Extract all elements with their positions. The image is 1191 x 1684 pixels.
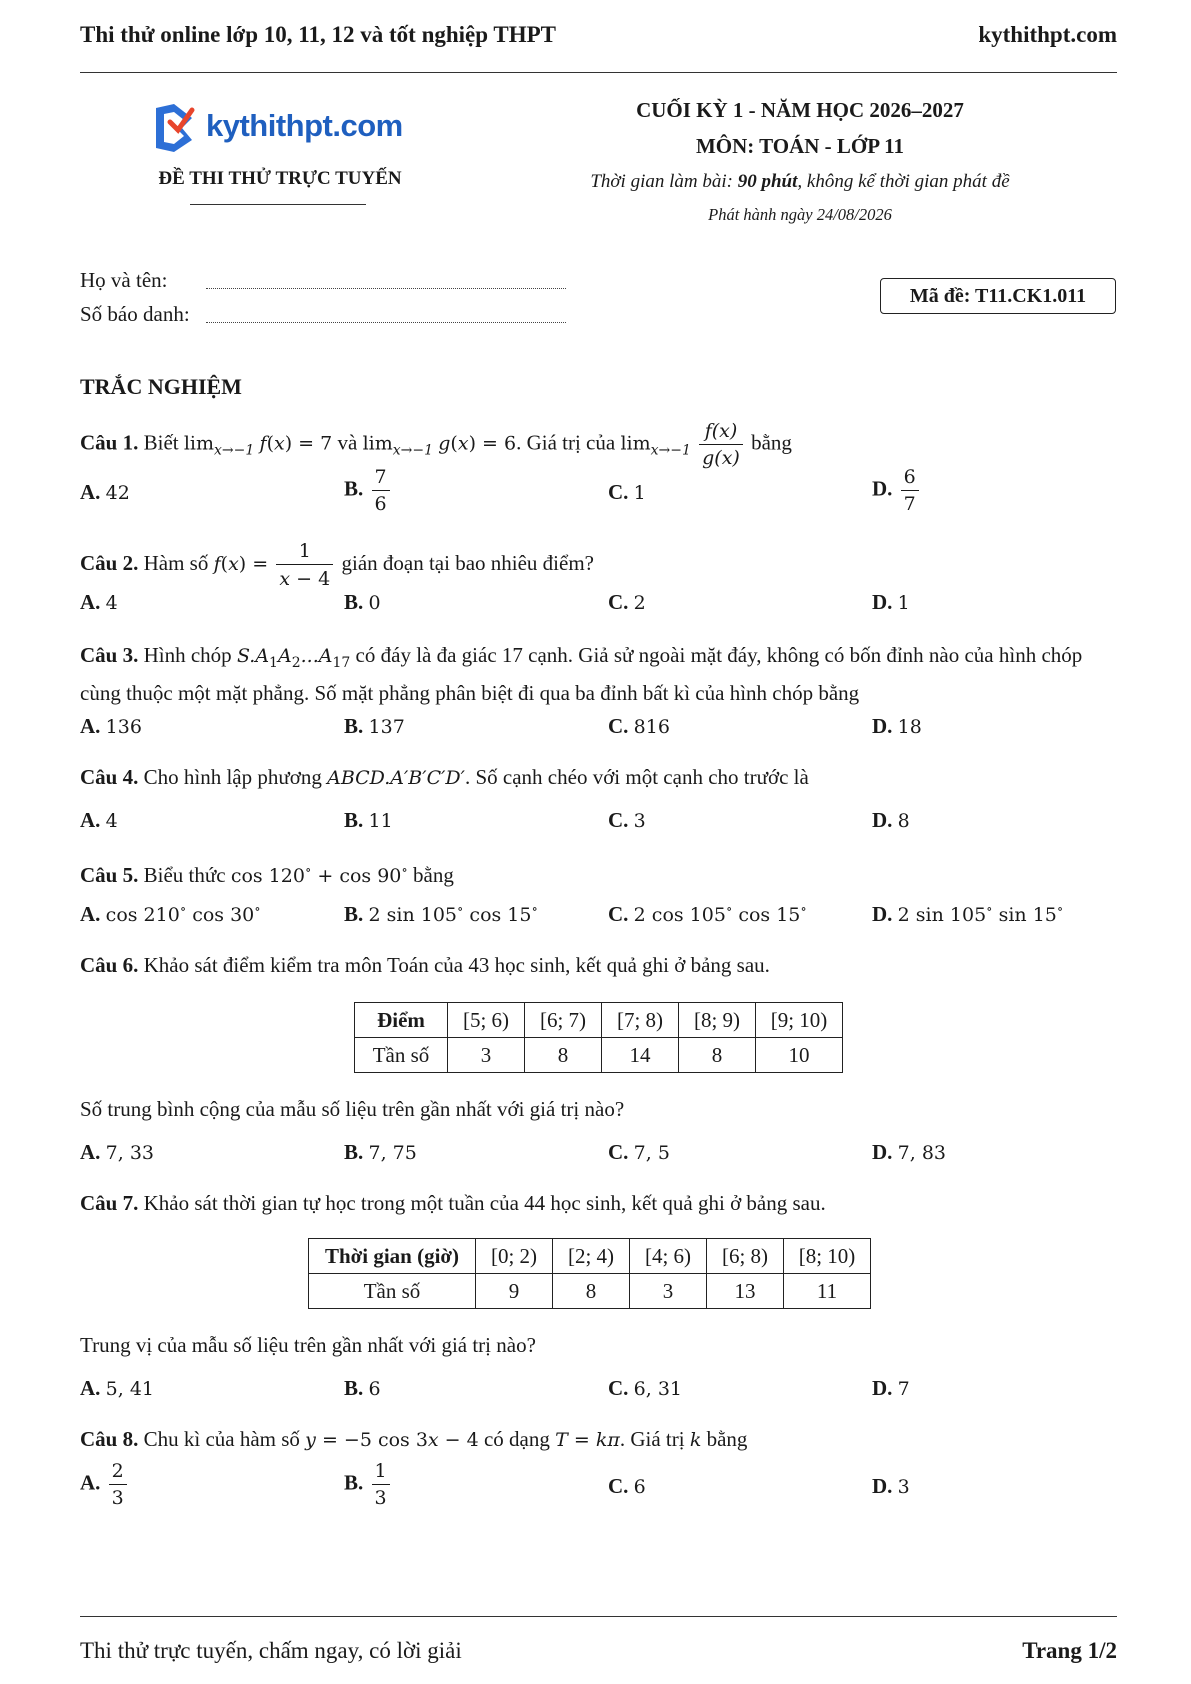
exam-duration: Thời gian làm bài: 90 phút, không kể thời gian phát đề [590,171,1010,192]
table-header: Điểm [355,1003,448,1038]
q4-option-b[interactable]: B. 11 [344,808,393,832]
question-1: Câu 1. Biết $\lim_{x\to-1} f(x) = 7$ và $\lim_{x\to-1} g(x) = 6$. Giá trị của $\lim_{x\to-1}$ $\frac{f(x)}{g(x)}$ bằng [80,420,792,469]
question-6: Câu 6. Khảo sát điểm kiểm tra môn Toán của 43 học sinh, kết quả ghi ở bảng sau. [80,953,770,977]
logo-text: kythithpt.com [206,108,403,143]
question-8: Câu 8. Chu kì của hàm số y = −5 cos 3x − 4 có dạng T = kπ. Giá trị k bằng [80,1427,748,1451]
question-5: Câu 5. Biểu thức cos 120∘ + cos 90∘ bằng [80,863,454,887]
header-title: Thi thử online lớp 10, 11, 12 và tốt nghiệp THPT [80,22,556,47]
q8-option-a[interactable]: A. $\frac{2}{3}$ [80,1458,130,1511]
q7-option-a[interactable]: A. 5, 41 [80,1376,155,1400]
page-number: Trang 1/2 [1022,1638,1117,1663]
footer-text: Thi thử trực tuyến, chấm ngay, có lời giải [80,1638,462,1663]
table-cell: 8 [525,1038,602,1073]
section-title: TRẮC NGHIỆM [80,374,242,399]
table-header: Thời gian (giờ) [309,1239,476,1274]
q5-option-a[interactable]: A. cos 210∘ cos 30∘ [80,902,261,926]
table-cell: 3 [630,1274,707,1309]
q8-option-c[interactable]: C. 6 [608,1474,646,1498]
q6-table [354,1002,843,1073]
q3-option-d[interactable]: D. 18 [872,714,922,738]
question-2: Câu 2. Hàm số f(x) = $\frac{1}{x - 4}$ gián đoạn tại bao nhiêu điểm? [80,540,594,590]
q4-option-d[interactable]: D. 8 [872,808,910,832]
table-header: [0; 2) [476,1239,553,1274]
exam-code-badge: Mã đề: T11.CK1.011 [880,278,1116,314]
q1-option-d[interactable]: D. $\frac{6}{7}$ [872,464,922,517]
subtitle-underline [190,204,366,205]
table-header: [5; 6) [448,1003,525,1038]
table-cell: 13 [707,1274,784,1309]
q8-option-b[interactable]: B. $\frac{1}{3}$ [344,1458,393,1511]
q2-option-a[interactable]: A. 4 [80,590,118,614]
table-header: [8; 10) [784,1239,871,1274]
table-cell: 11 [784,1274,871,1309]
q5-option-b[interactable]: B. 2 sin 105∘ cos 15∘ [344,902,538,926]
name-field[interactable] [206,270,566,289]
q3-option-b[interactable]: B. 137 [344,714,405,738]
exam-type: ĐỀ THI THỬ TRỰC TUYẾN [158,168,402,189]
q3-option-c[interactable]: C. 816 [608,714,670,738]
q2-option-d[interactable]: D. 1 [872,590,910,614]
table-cell: 14 [602,1038,679,1073]
q2-option-c[interactable]: C. 2 [608,590,646,614]
table-header: [7; 8) [602,1003,679,1038]
q6-option-c[interactable]: C. 7, 5 [608,1140,670,1164]
table-header: [9; 10) [756,1003,843,1038]
table-header: [6; 7) [525,1003,602,1038]
q4-option-a[interactable]: A. 4 [80,808,118,832]
table-cell: 3 [448,1038,525,1073]
q1-option-c[interactable]: C. 1 [608,480,646,504]
q4-option-c[interactable]: C. 3 [608,808,646,832]
exam-subject: MÔN: TOÁN - LỚP 11 [695,134,905,158]
q7-followup: Trung vị của mẫu số liệu trên gần nhất với giá trị nào? [80,1333,536,1357]
q5-option-d[interactable]: D. 2 sin 105∘ sin 15∘ [872,902,1064,926]
table-header: [6; 8) [707,1239,784,1274]
table-cell: 8 [679,1038,756,1073]
q6-option-d[interactable]: D. 7, 83 [872,1140,947,1164]
table-header: [8; 9) [679,1003,756,1038]
table-cell: 8 [553,1274,630,1309]
q6-option-b[interactable]: B. 7, 75 [344,1140,417,1164]
student-id-label: Số báo danh: [80,302,190,326]
header-divider [80,72,1117,73]
table-header: [4; 6) [630,1239,707,1274]
q7-option-b[interactable]: B. 6 [344,1376,381,1400]
table-cell: 10 [756,1038,843,1073]
table-header: [2; 4) [553,1239,630,1274]
question-3: Câu 3. Hình chóp $S.A_1A_2...A_{17}$ có đáy là đa giác 17 cạnh. Giả sử ngoài mặt đáy, không có bốn đỉnh nào của hình chóp cùng thuộc một mặt phẳng. Số mặt phẳng phân biệt đi qua ba đỉnh bất kì của hình chóp bằng [80,643,1083,705]
exam-title: CUỐI KỲ 1 - NĂM HỌC 2026–2027 [636,98,964,122]
q7-table [308,1238,871,1309]
question-4: Câu 4. Cho hình lập phương ABCD.A′B′C′D′. Số cạnh chéo với một cạnh cho trước là [80,765,809,789]
q5-option-c[interactable]: C. 2 cos 105∘ cos 15∘ [608,902,807,926]
table-cell: 9 [476,1274,553,1309]
table-cell: Tần số [309,1274,476,1309]
name-label: Họ và tên: [80,268,168,292]
q8-option-d[interactable]: D. 3 [872,1474,910,1498]
q1-option-b[interactable]: B. $\frac{7}{6}$ [344,464,393,517]
header-site: kythithpt.com [978,22,1117,47]
q7-option-c[interactable]: C. 6, 31 [608,1376,683,1400]
question-7: Câu 7. Khảo sát thời gian tự học trong một tuần của 44 học sinh, kết quả ghi ở bảng sau. [80,1191,826,1215]
release-date: Phát hành ngày 24/08/2026 [708,205,892,224]
q6-option-a[interactable]: A. 7, 33 [80,1140,155,1164]
q2-option-b[interactable]: B. 0 [344,590,381,614]
q1-option-a[interactable]: A. 42 [80,480,130,504]
q7-option-d[interactable]: D. 7 [872,1376,910,1400]
table-cell: Tần số [355,1038,448,1073]
q6-followup: Số trung bình cộng của mẫu số liệu trên gần nhất với giá trị nào? [80,1097,625,1121]
footer-divider [80,1616,1117,1617]
student-id-field[interactable] [206,304,566,323]
q3-option-a[interactable]: A. 136 [80,714,142,738]
